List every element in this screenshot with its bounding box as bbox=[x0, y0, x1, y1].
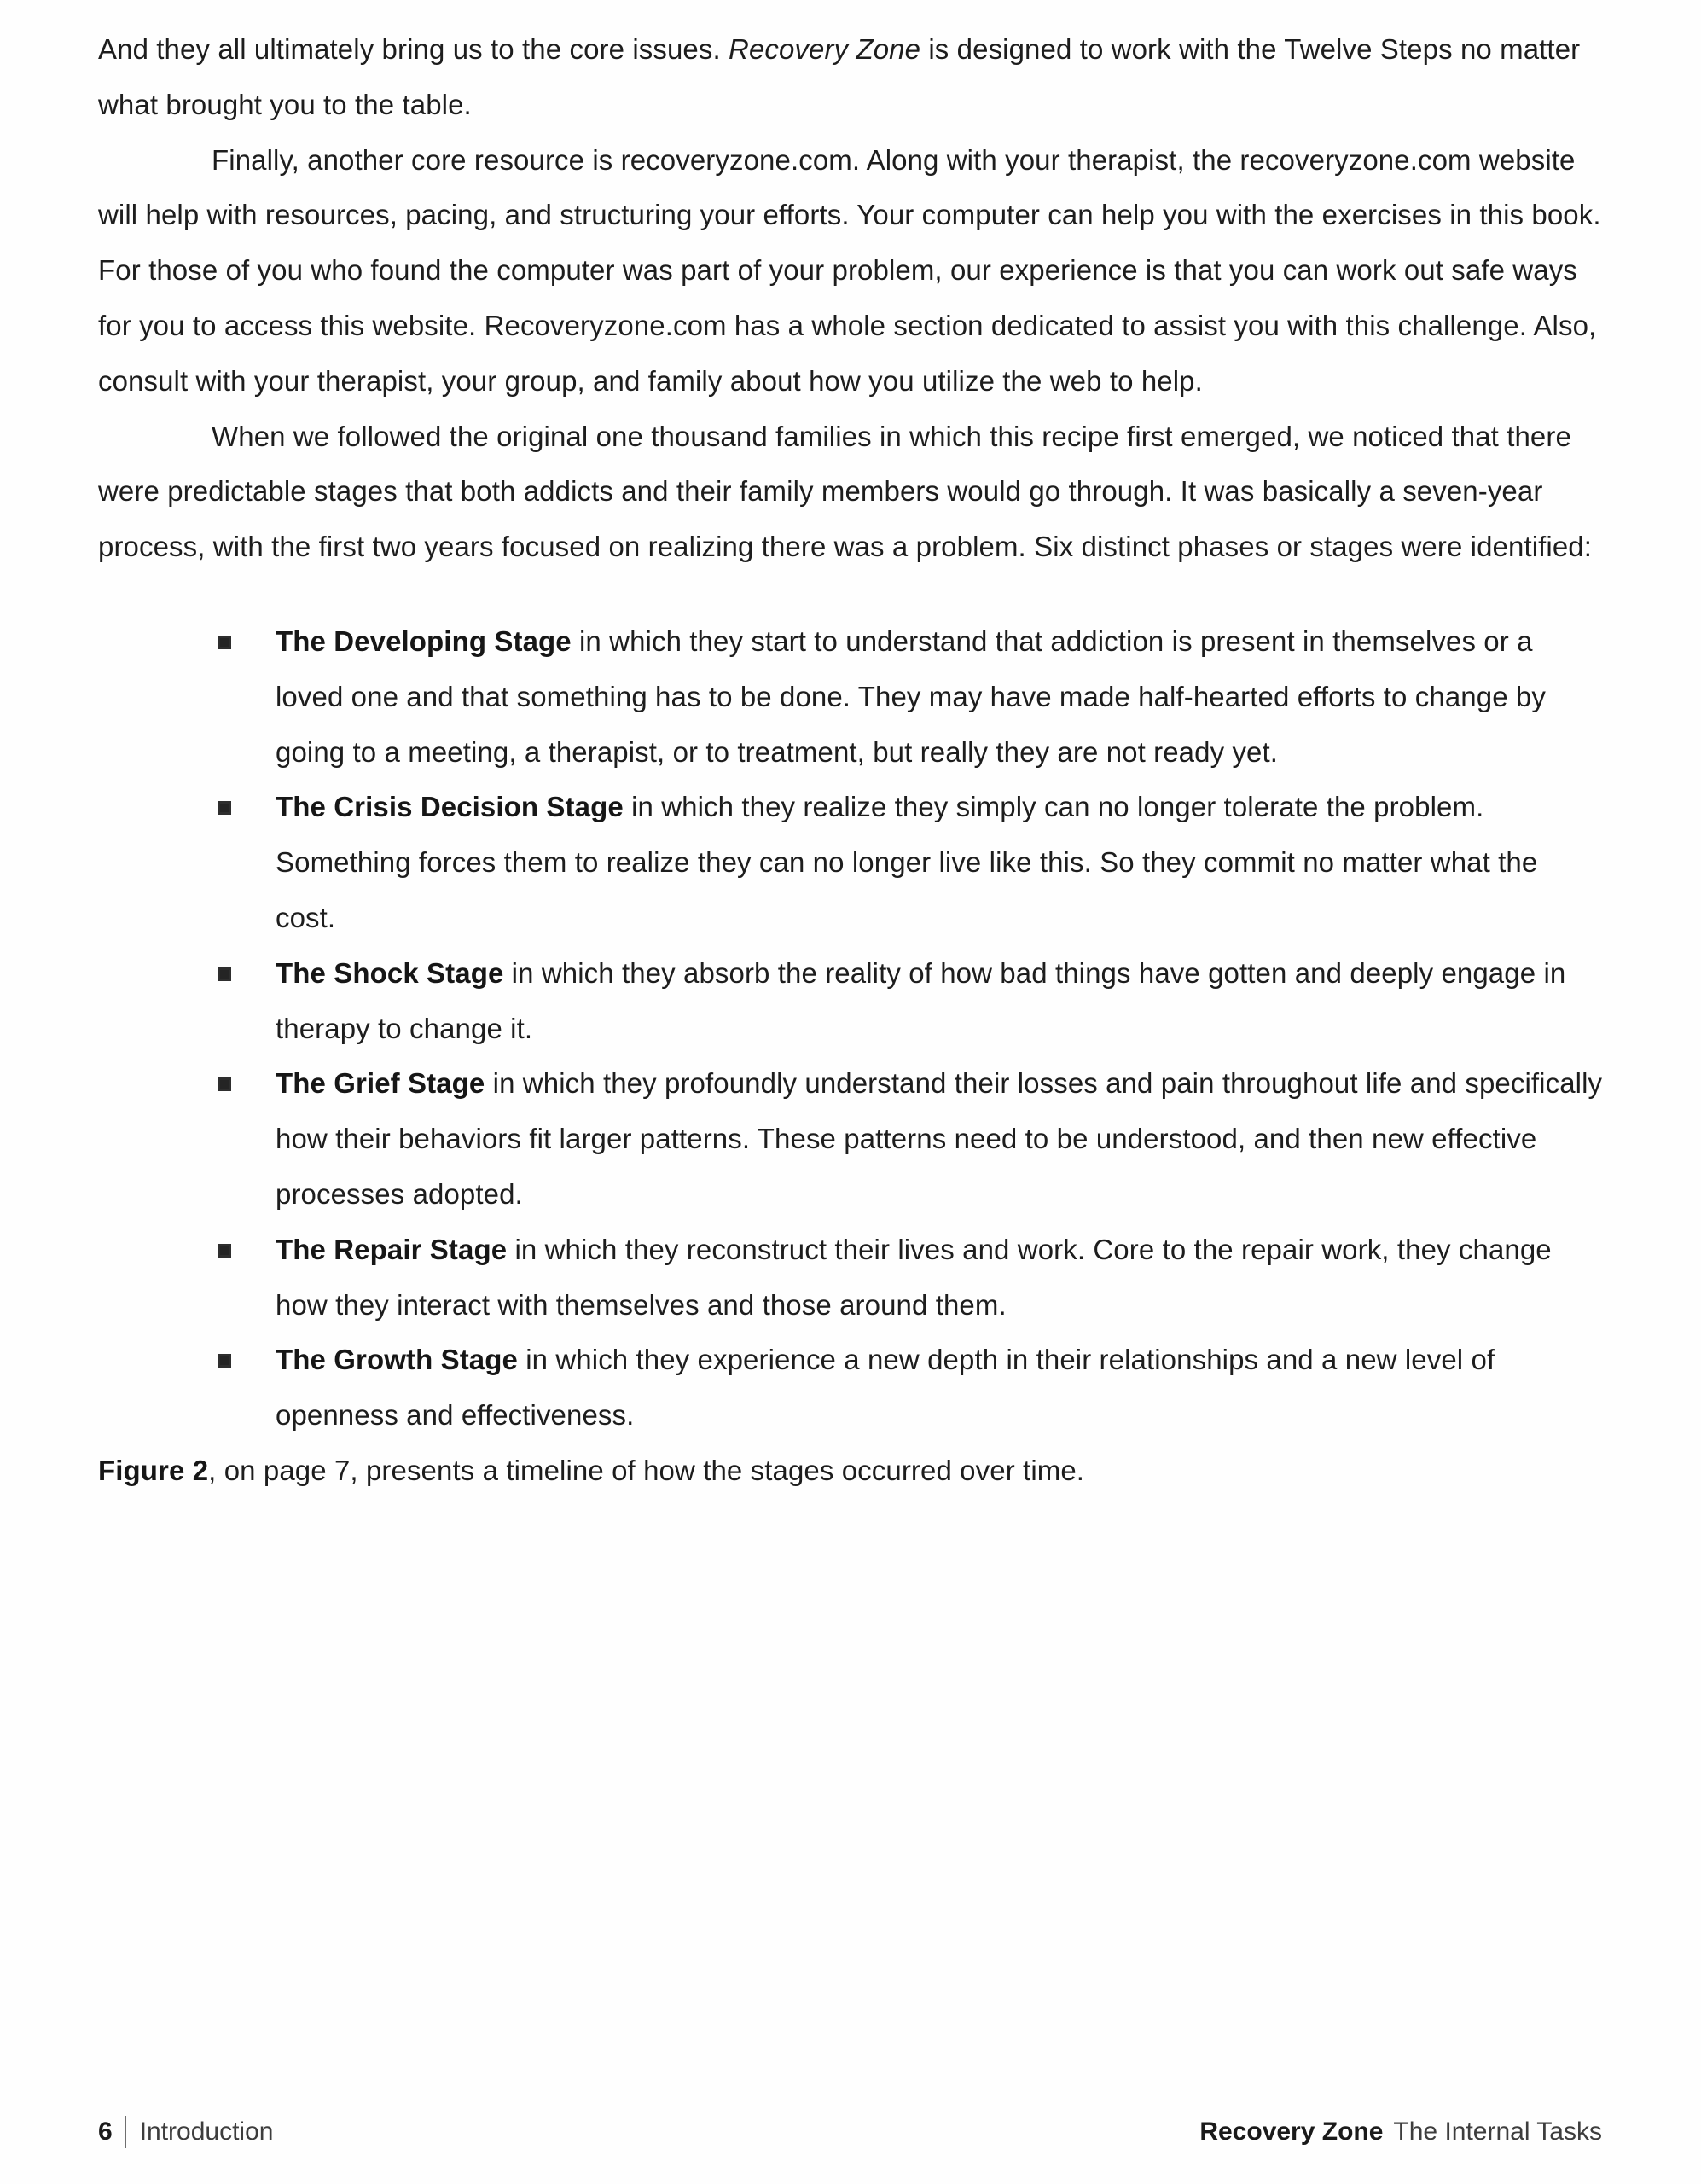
stage-description: in which they profoundly understand their losses and pain throughout life and specifically how their behaviors fit larger patterns. These patterns need to be understood, and then new effective processes adopted. bbox=[276, 1067, 1603, 1210]
book-title: Recovery Zone bbox=[1199, 2117, 1384, 2146]
page-content bbox=[98, 22, 1605, 1499]
page-number: 6 bbox=[98, 2117, 113, 2146]
page-footer bbox=[98, 2110, 1602, 2154]
bullet-square-icon bbox=[218, 967, 231, 981]
stage-list-item bbox=[98, 946, 1605, 1057]
stage-name: The Grief Stage bbox=[276, 1067, 485, 1100]
stage-list-item bbox=[98, 780, 1605, 945]
figure-label: Figure 2 bbox=[98, 1454, 209, 1486]
bullet-square-icon bbox=[218, 636, 231, 649]
body-paragraphs bbox=[98, 22, 1605, 575]
paragraph bbox=[98, 410, 1605, 575]
stage-name: The Crisis Decision Stage bbox=[276, 791, 624, 823]
bullet-square-icon bbox=[218, 1077, 231, 1091]
paragraph bbox=[98, 22, 1605, 133]
stage-description: in which they experience a new depth in their relationships and a new level of openness and effectiveness. bbox=[276, 1344, 1495, 1432]
paragraph-text: And they all ultimately bring us to the core issues. bbox=[98, 33, 729, 65]
paragraph-text: is designed to work with the Twelve Steps no matter what brought you to the table. bbox=[98, 33, 1581, 120]
bullet-square-icon bbox=[218, 801, 231, 815]
paragraph bbox=[98, 133, 1605, 410]
bullet-square-icon bbox=[218, 1244, 231, 1258]
section-title: Introduction bbox=[139, 2117, 274, 2146]
stage-description: in which they absorb the reality of how bad things have gotten and deeply engage in therapy to change it. bbox=[276, 956, 1566, 1044]
paragraph-text: When we followed the original one thousand families in which this recipe first emerged, we noticed that there were predictable stages that both addicts and their family members would go through. It was basically a seven-year process, with the first two years focused on realizing there was a problem. Six distinct phases or stages were identified: bbox=[98, 420, 1593, 563]
stage-list-item bbox=[98, 1223, 1605, 1333]
book-title-italic: Recovery Zone bbox=[729, 33, 921, 65]
stage-list bbox=[98, 614, 1605, 1443]
footer-right bbox=[1199, 2117, 1602, 2146]
stage-name: The Developing Stage bbox=[276, 624, 572, 657]
figure-note-text: , on page 7, presents a timeline of how the stages occurred over time. bbox=[208, 1454, 1085, 1486]
figure-note bbox=[98, 1443, 1605, 1499]
stage-list-item bbox=[98, 614, 1605, 780]
book-subtitle: The Internal Tasks bbox=[1393, 2117, 1602, 2146]
stage-list-item bbox=[98, 1333, 1605, 1443]
paragraph-text: Finally, another core resource is recoveryzone.com. Along with your therapist, the recoveryzone.com website will help with resources, pacing, and structuring your efforts. Your computer can help you with the exercises in this book. For those of you who found the computer was part of your problem, our experience is that you can work out safe ways for you to access this website. Recoveryzone.com has a whole section dedicated to assist you with this challenge. Also, consult with your therapist, your group, and family about how you utilize the web to help. bbox=[98, 143, 1601, 397]
bullet-square-icon bbox=[218, 1354, 231, 1368]
footer-left bbox=[98, 2116, 273, 2148]
stage-name: The Shock Stage bbox=[276, 956, 504, 989]
stage-description: in which they realize they simply can no longer tolerate the problem. Something forces them to realize they can no longer live like this. So they commit no matter what the cost. bbox=[276, 791, 1538, 933]
stage-description: in which they start to understand that addiction is present in themselves or a loved one and that something has to be done. They may have made half-hearted efforts to change by going to a meeting, a therapist, or to treatment, but really they are not ready yet. bbox=[276, 624, 1546, 768]
stage-list-item bbox=[98, 1056, 1605, 1222]
stage-name: The Growth Stage bbox=[276, 1344, 518, 1376]
footer-divider bbox=[125, 2116, 126, 2148]
stage-name: The Repair Stage bbox=[276, 1233, 508, 1265]
stage-description: in which they reconstruct their lives and work. Core to the repair work, they change how they interact with themselves and those around them. bbox=[276, 1233, 1552, 1321]
